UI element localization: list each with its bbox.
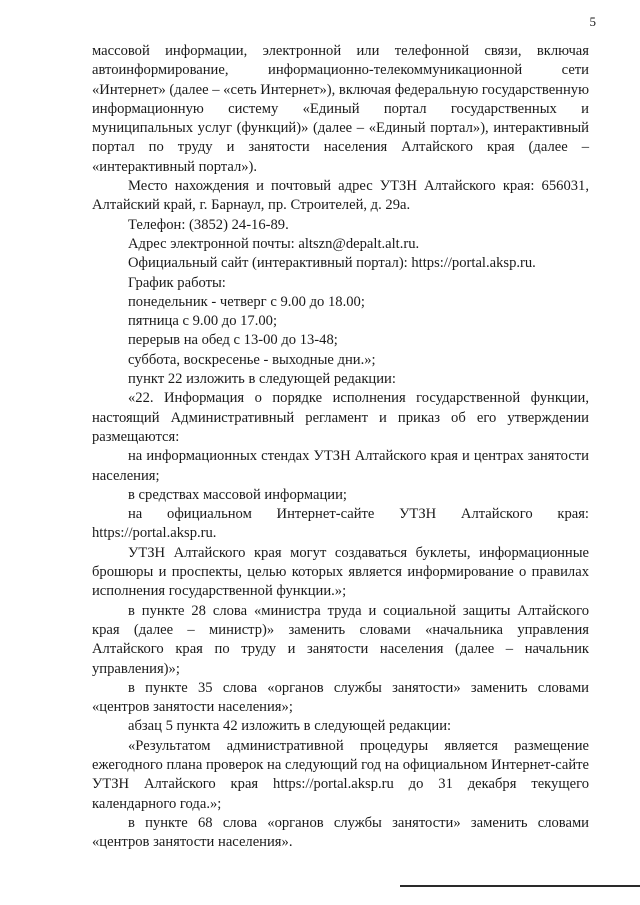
- paragraph: суббота, воскресенье - выходные дни.»;: [128, 351, 376, 368]
- paragraph: УТЗН Алтайского края могут создаваться буклеты, информационные брошюры и проспекты, целью которых является информирование о правилах исполнения государственной функции.»;: [92, 544, 589, 600]
- paragraph: в пункте 68 слова «органов службы занятости» заменить словами «центров занятости населения».: [92, 814, 589, 851]
- document-body: [92, 42, 589, 852]
- paragraph: пятница с 9.00 до 17.00;: [128, 313, 278, 330]
- paragraph: абзац 5 пункта 42 изложить в следующей редакции:: [128, 718, 452, 735]
- paragraph: в средствах массовой информации;: [128, 486, 347, 503]
- paragraph: Официальный сайт (интерактивный портал): https://portal.aksp.ru.: [128, 255, 536, 272]
- paragraph: перерыв на обед с 13-00 до 13-48;: [128, 332, 338, 349]
- paragraph: на информационных стендах УТЗН Алтайского края и центрах занятости населения;: [92, 448, 589, 484]
- paragraph: на официальном Интернет-сайте УТЗН Алтайского края: https://portal.aksp.ru.: [92, 506, 589, 542]
- paragraph: «22. Информация о порядке исполнения государственной функции, настоящий Административный регламент и приказ об его утверждении размещаются:: [92, 390, 589, 445]
- paragraph: «Результатом административной процедуры является размещение ежегодного плана проверок на следующий год на официальном Интернет-сайте УТЗН Алтайского края https://portal.aksp.ru до 31 декабря текущего календарного года.»;: [92, 737, 589, 812]
- paragraph: Адрес электронной почты: altszn@depalt.alt.ru.: [128, 235, 420, 252]
- page-number: 5: [589, 14, 596, 29]
- paragraph: Телефон: (3852) 24-16-89.: [128, 216, 289, 233]
- paragraph: массовой информации, электронной или телефонной связи, включая автоинформирование, информационно-телекоммуникационной сети «Интернет» (далее – «сеть Интернет»), включая федеральную государственную информационную систему «Единый портал государственных и муниципальных услуг (функций)» (далее – «Единый портал»), интерактивный портал по труду и занятости населения Алтайского края (далее – «интерактивный портал»).: [92, 43, 589, 175]
- bottom-rule: [400, 885, 640, 887]
- paragraph: понедельник - четверг с 9.00 до 18.00;: [128, 293, 365, 310]
- paragraph: в пункте 35 слова «органов службы занятости» заменить словами «центров занятости населения»;: [92, 679, 589, 716]
- paragraph: Место нахождения и почтовый адрес УТЗН Алтайского края: 656031, Алтайский край, г. Барнаул, пр. Строителей, д. 29а.: [92, 178, 589, 214]
- paragraph: График работы:: [128, 274, 226, 291]
- paragraph: пункт 22 изложить в следующей редакции:: [128, 371, 396, 388]
- paragraph: в пункте 28 слова «министра труда и социальной защиты Алтайского края (далее – министр)» заменить словами «начальника управления Алтайского края по труду и занятости населения (далее – начальник управления)»;: [92, 602, 589, 677]
